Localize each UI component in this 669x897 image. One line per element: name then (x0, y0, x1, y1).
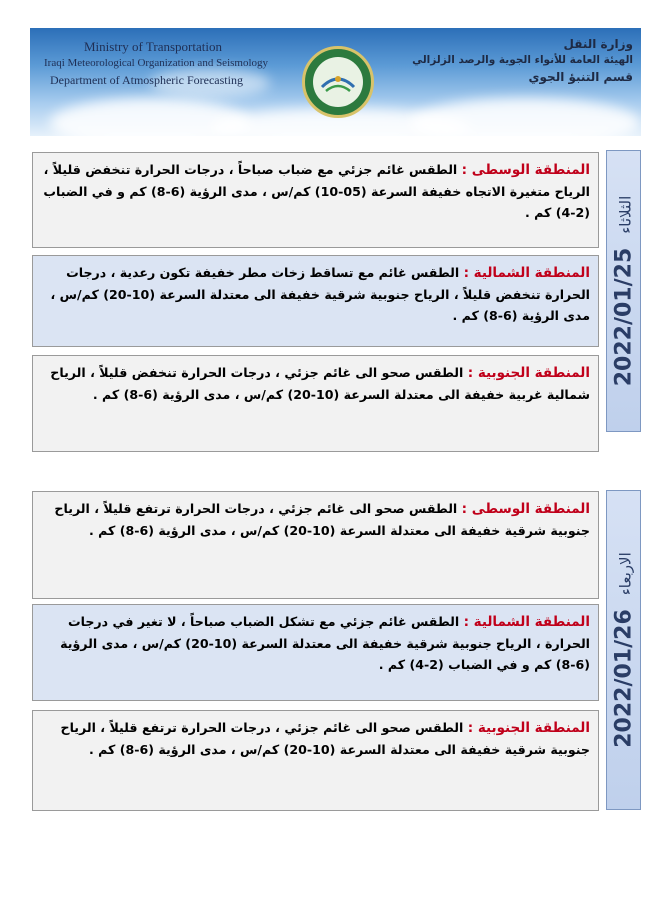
region-label: المنطقة الجنوبية : (467, 365, 590, 381)
region-forecast-text: الطقس غائم جزئي مع تشكل الضباب صباحاً ، لا تغير في درجات الحرارة ، الرياح جنوبية شرقية خفيفة الى معتدلة السرعة (10-20) كم/س ، مدى الرؤية (6-8) كم و في الضباب (2-4) كم . (60, 614, 590, 672)
header-english-block (44, 38, 284, 89)
day-bar-tuesday (606, 150, 641, 432)
forecast-box-day2-south (32, 710, 599, 811)
region-label: المنطقة الوسطى : (461, 501, 590, 517)
region-forecast-text: الطقس صحو الى غائم جزئي ، درجات الحرارة تنخفض قليلاً ، الرياح شمالية غربية خفيفة الى معتدلة السرعة (10-20) كم/س ، مدى الرؤية (6-8) كم . (50, 365, 590, 402)
region-forecast-text: الطقس غائم مع تساقط زخات مطر خفيفة تكون رعدية ، درجات الحرارة تنخفض قليلاً ، الرياح جنوبية شرقية خفيفة الى معتدلة السرعة (10-20) كم/س ، مدى الرؤية (6-8) كم . (50, 265, 590, 323)
ministry-name-ar: وزارة النقل (563, 37, 633, 51)
region-forecast-text: الطقس غائم جزئي مع ضباب صباحاً ، درجات الحرارة تنخفض قليلاً ، الرياح متغيرة الاتجاه خفيفة السرعة (05-10) كم/س ، مدى الرؤية (6-8) كم و في الضباب (2-4) كم . (43, 162, 590, 220)
day-name: الثلاثاء (616, 195, 634, 234)
forecast-box-day2-north (32, 604, 599, 701)
region-label: المنطقة الشمالية : (463, 265, 590, 281)
region-forecast-text: الطقس صحو الى غائم جزئي ، درجات الحرارة ترتفع قليلاً ، الرياح جنوبية شرقية خفيفة الى معتدلة السرعة (10-20) كم/س ، مدى الرؤية (6-8) كم . (54, 501, 590, 538)
region-label: المنطقة الشمالية : (463, 614, 590, 630)
organization-logo-icon (302, 46, 374, 118)
region-label: المنطقة الوسطى : (461, 162, 590, 178)
region-label: المنطقة الجنوبية : (467, 720, 590, 736)
forecast-box-day1-central (32, 152, 599, 248)
department-name-en: Department of Atmospheric Forecasting (50, 73, 243, 87)
ministry-name-en: Ministry of Transportation (84, 39, 222, 54)
day-date: 2022/01/26 (611, 609, 636, 748)
header-arabic-block (403, 36, 633, 86)
forecast-box-day1-south (32, 355, 599, 452)
forecast-box-day2-central (32, 491, 599, 599)
header-banner (30, 28, 641, 136)
organization-name-en: Iraqi Meteorological Organization and Seismology (44, 57, 269, 69)
region-forecast-text: الطقس صحو الى غائم جزئي ، درجات الحرارة ترتفع قليلاً ، الرياح جنوبية شرقية خفيفة الى معتدلة السرعة (10-20) كم/س ، مدى الرؤية (6-8) كم . (60, 720, 590, 757)
forecast-box-day1-north (32, 255, 599, 347)
day-name: الاربعاء (616, 552, 634, 596)
organization-name-ar: الهيئة العامة للأنواء الجوية والرصد الزلزالي (412, 54, 633, 66)
department-name-ar: قسم التنبؤ الجوي (528, 70, 633, 84)
day-bar-wednesday (606, 490, 641, 810)
day-date: 2022/01/25 (611, 247, 636, 387)
